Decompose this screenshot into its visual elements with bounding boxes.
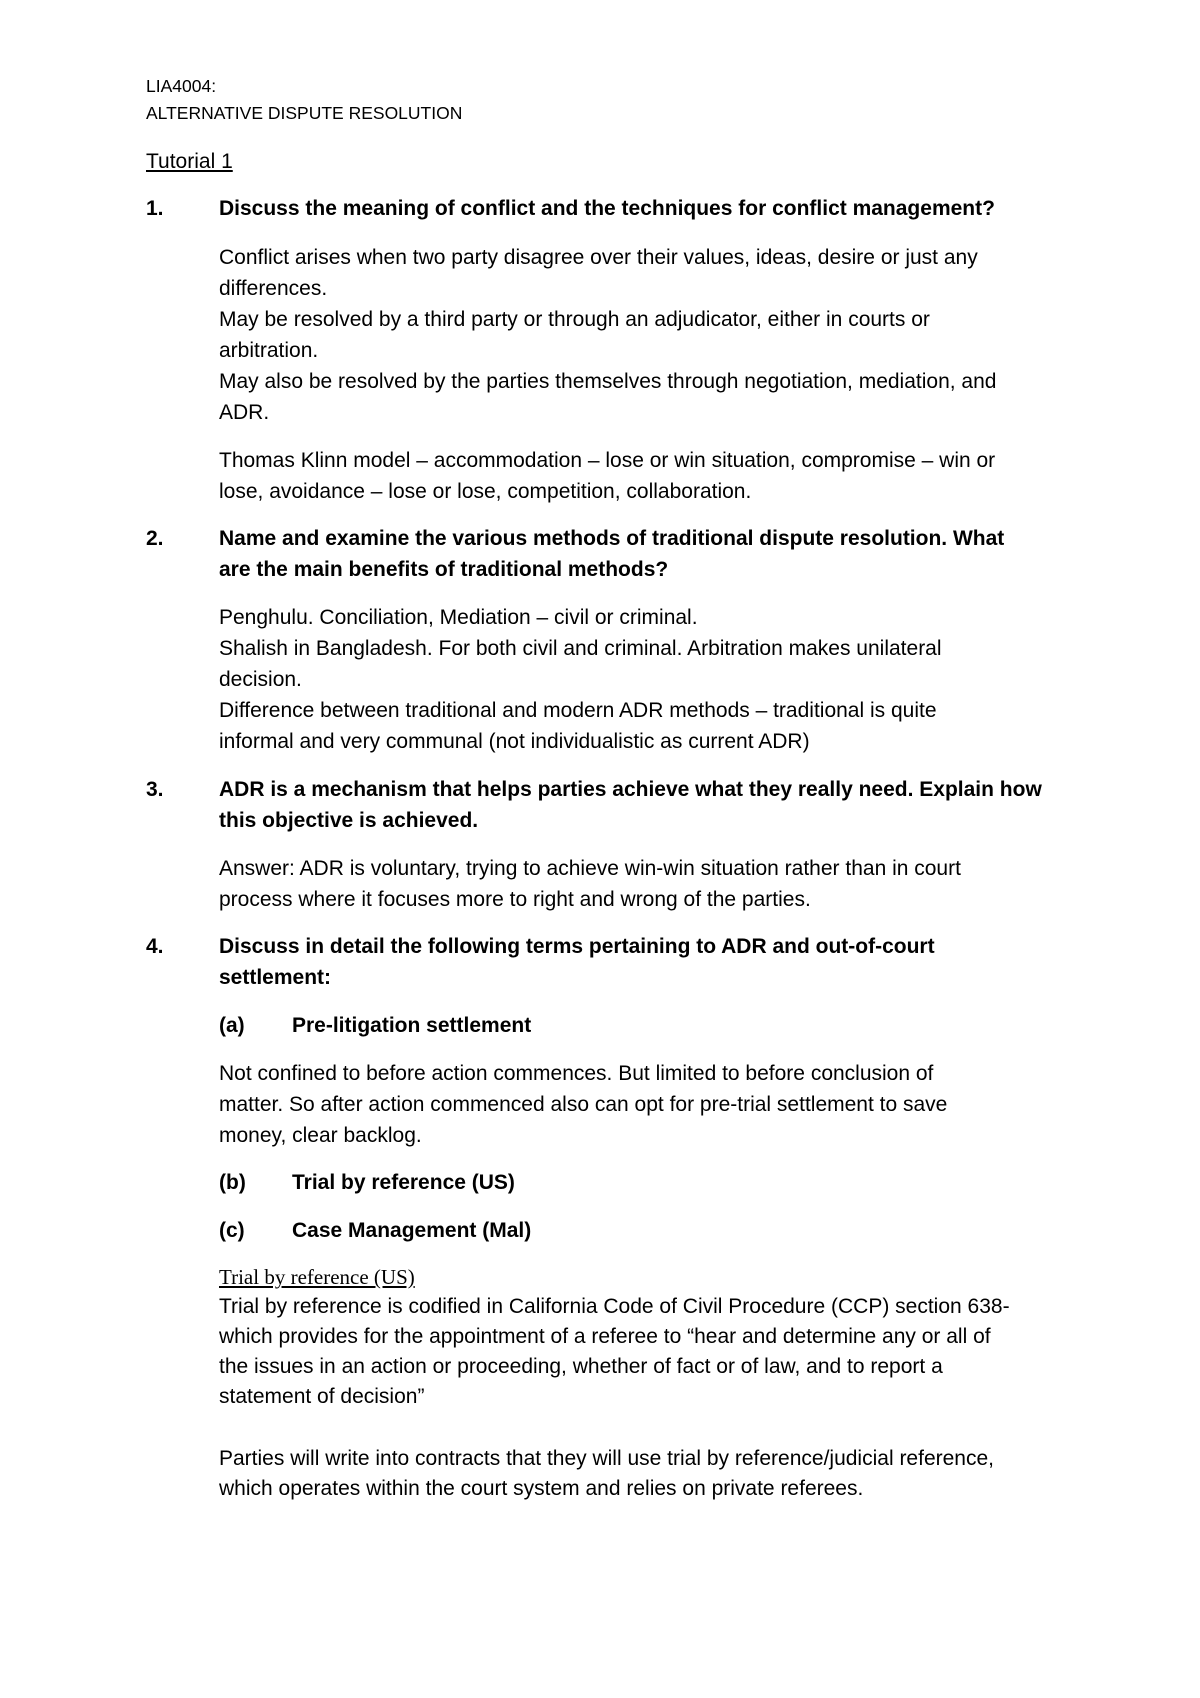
course-title: ALTERNATIVE DISPUTE RESOLUTION [146, 103, 463, 123]
answer-line: Not confined to before action commences. But limited to before conclusion of [219, 1062, 934, 1085]
question-number: 4. [146, 935, 164, 958]
answer-line: May also be resolved by the parties themselves through negotiation, mediation, and [219, 370, 997, 393]
answer-line: Thomas Klinn model – accommodation – lose or win situation, compromise – win or [219, 449, 996, 472]
question-text: Discuss in detail the following terms pertaining to ADR and out-of-court [219, 935, 935, 958]
answer-line: May be resolved by a third party or through an adjudicator, either in courts or [219, 308, 930, 331]
answer-line: Difference between traditional and modern ADR methods – traditional is quite [219, 699, 937, 722]
question-text: Name and examine the various methods of traditional dispute resolution. What [219, 527, 1005, 550]
sub-item-label: (a) [219, 1014, 245, 1037]
sub-item-text: Trial by reference (US) [292, 1171, 515, 1194]
answer-line: informal and very communal (not individualistic as current ADR) [219, 730, 810, 753]
sub-item-text: Case Management (Mal) [292, 1219, 532, 1242]
answer-line: Trial by reference is codified in California Code of Civil Procedure (CCP) section 638- [219, 1295, 1010, 1318]
section-heading: Trial by reference (US) [219, 1265, 415, 1289]
question-text: this objective is achieved. [219, 809, 479, 832]
answer-line: Conflict arises when two party disagree over their values, ideas, desire or just any [219, 246, 978, 269]
answer-line: Penghulu. Conciliation, Mediation – civil or criminal. [219, 606, 698, 629]
answer-line: which provides for the appointment of a referee to “hear and determine any or all of [219, 1325, 991, 1348]
sub-item-label: (c) [219, 1219, 245, 1242]
answer-line: which operates within the court system and relies on private referees. [219, 1477, 864, 1500]
answer-line: differences. [219, 277, 328, 300]
answer-line: Parties will write into contracts that they will use trial by reference/judicial reference, [219, 1447, 994, 1470]
answer-line: the issues in an action or proceeding, whether of fact or of law, and to report a [219, 1355, 943, 1378]
question-number: 2. [146, 527, 164, 550]
answer-line: Answer: ADR is voluntary, trying to achieve win-win situation rather than in court [219, 857, 961, 880]
question-text: Discuss the meaning of conflict and the techniques for conflict management? [219, 197, 995, 220]
answer-line: Shalish in Bangladesh. For both civil and criminal. Arbitration makes unilateral [219, 637, 942, 660]
question-text: are the main benefits of traditional methods? [219, 558, 669, 581]
answer-line: money, clear backlog. [219, 1124, 422, 1147]
answer-line: decision. [219, 668, 302, 691]
tutorial-title: Tutorial 1 [146, 150, 233, 173]
course-code: LIA4004: [146, 76, 217, 96]
question-number: 1. [146, 197, 164, 220]
sub-item-text: Pre-litigation settlement [292, 1014, 532, 1037]
answer-line: statement of decision” [219, 1385, 425, 1408]
question-text: ADR is a mechanism that helps parties achieve what they really need. Explain how [219, 778, 1042, 801]
answer-line: process where it focuses more to right and wrong of the parties. [219, 888, 811, 911]
answer-line: ADR. [219, 401, 270, 424]
answer-line: arbitration. [219, 339, 319, 362]
answer-line: matter. So after action commenced also can opt for pre-trial settlement to save [219, 1093, 948, 1116]
question-number: 3. [146, 778, 164, 801]
answer-line: lose, avoidance – lose or lose, competition, collaboration. [219, 480, 752, 503]
sub-item-label: (b) [219, 1171, 246, 1194]
question-text: settlement: [219, 966, 332, 989]
